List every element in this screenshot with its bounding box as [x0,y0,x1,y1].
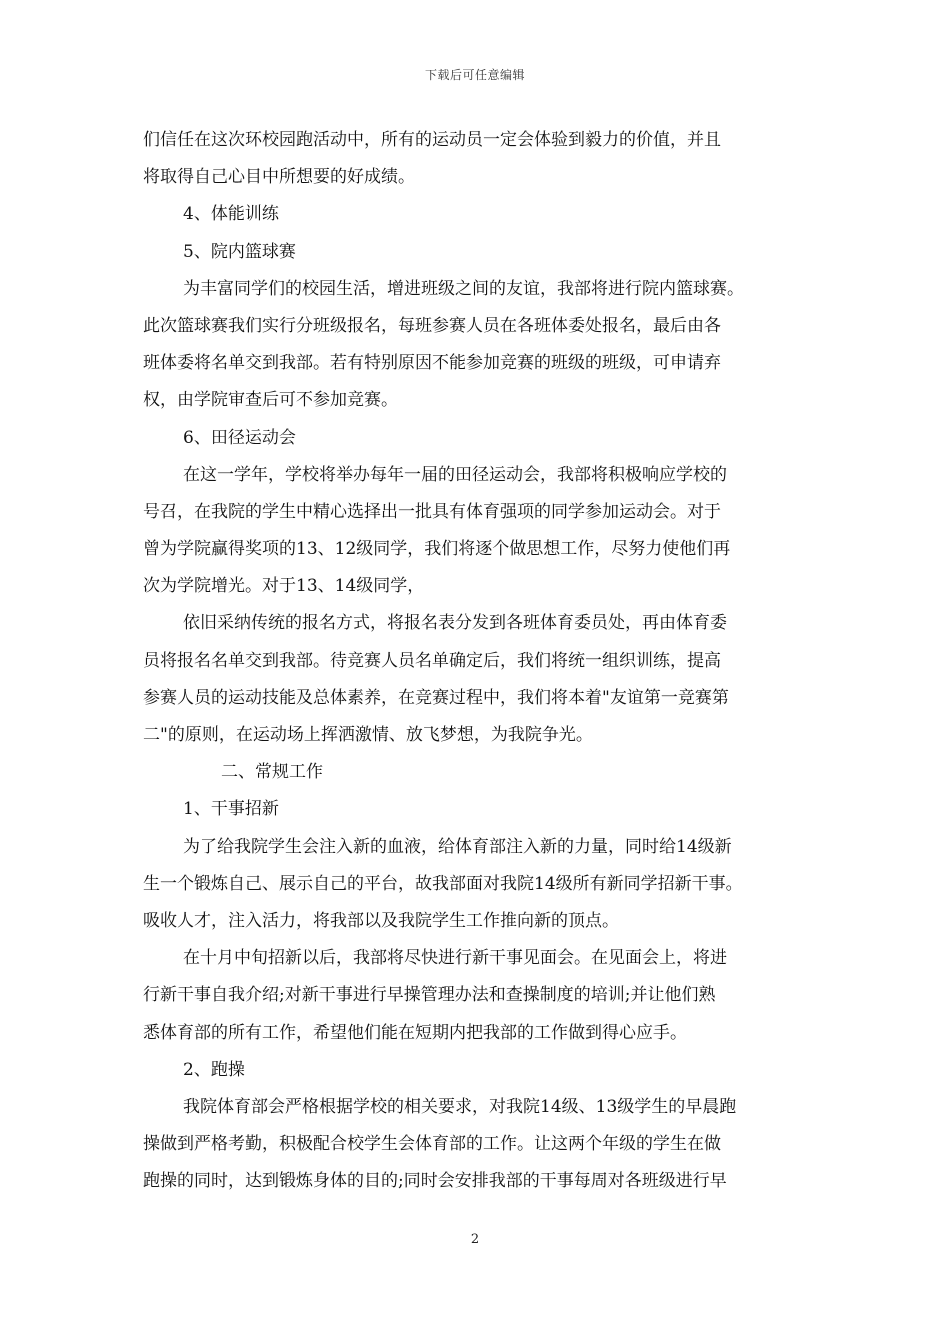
page-number: 2 [470,1232,480,1247]
text-line: 我院体育部会严格根据学校的相关要求，对我院14级、13级学生的早晨跑 [183,1096,737,1117]
text-line: 们信任在这次环校园跑活动中，所有的运动员一定会体验到毅力的价值，并且 [143,130,721,150]
text-line: 曾为学院赢得奖项的13、12级同学，我们将逐个做思想工作，尽努力使他们再 [143,539,731,560]
text-line: 吸收人才，注入活力，将我部以及我院学生工作推向新的顶点。 [143,910,619,931]
text-line: 为了给我院学生会注入新的血液，给体育部注入新的力量，同时给14级新 [183,836,732,857]
text-line: 权，由学院审查后可不参加竞赛。 [143,390,398,411]
text-line: 跑操的同时，达到锻炼身体的目的;同时会安排我部的干事每周对各班级进行早 [143,1171,727,1192]
page-header: 下载后可任意编辑 [424,68,525,82]
text-line: 将取得自己心目中所想要的好成绩。 [143,167,415,188]
text-line: 参赛人员的运动技能及总体素养，在竞赛过程中，我们将本着"友谊第一竞赛第 [143,687,729,708]
document-body [143,122,808,1200]
text-line: 为丰富同学们的校园生活，增进班级之间的友谊，我部将进行院内篮球赛。 [183,278,744,299]
text-line: 操做到严格考勤，积极配合校学生会体育部的工作。让这两个年级的学生在做 [143,1134,721,1155]
text-line: 5、院内篮球赛 [183,241,296,262]
text-line: 号召，在我院的学生中精心选择出一批具有体育强项的同学参加运动会。对于 [143,501,721,522]
text-line: 此次篮球赛我们实行分班级报名，每班参赛人员在各班体委处报名，最后由各 [143,315,721,336]
text-line: 次为学院增光。对于13、14级同学， [143,576,425,597]
text-line: 班体委将名单交到我部。若有特别原因不能参加竞赛的班级的班级，可申请弃 [143,353,721,374]
text-line: 在十月中旬招新以后，我部将尽快进行新干事见面会。在见面会上，将进 [183,948,727,969]
text-line: 行新干事自我介绍;对新干事进行早操管理办法和查操制度的培训;并让他们熟 [143,985,716,1006]
text-line: 悉体育部的所有工作，希望他们能在短期内把我部的工作做到得心应手。 [143,1022,687,1043]
text-line: 依旧采纳传统的报名方式，将报名表分发到各班体育委员处，再由体育委 [183,613,727,634]
text-line: 二、常规工作 [221,762,323,783]
text-line: 员将报名名单交到我部。待竞赛人员名单确定后，我们将统一组织训练，提高 [143,650,721,671]
text-line: 6、田径运动会 [183,427,296,448]
text-line: 在这一学年，学校将举办每年一届的田径运动会，我部将积极响应学校的 [183,464,727,485]
text-line: 4、体能训练 [183,204,279,225]
text-line: 1、干事招新 [183,799,279,820]
text-line: 生一个锻炼自己、展示自己的平台，故我部面对我院14级所有新同学招新干事。 [143,873,743,894]
text-line: 二"的原则，在运动场上挥洒激情、放飞梦想，为我院争光。 [143,725,593,745]
text-line: 2、跑操 [183,1059,245,1080]
